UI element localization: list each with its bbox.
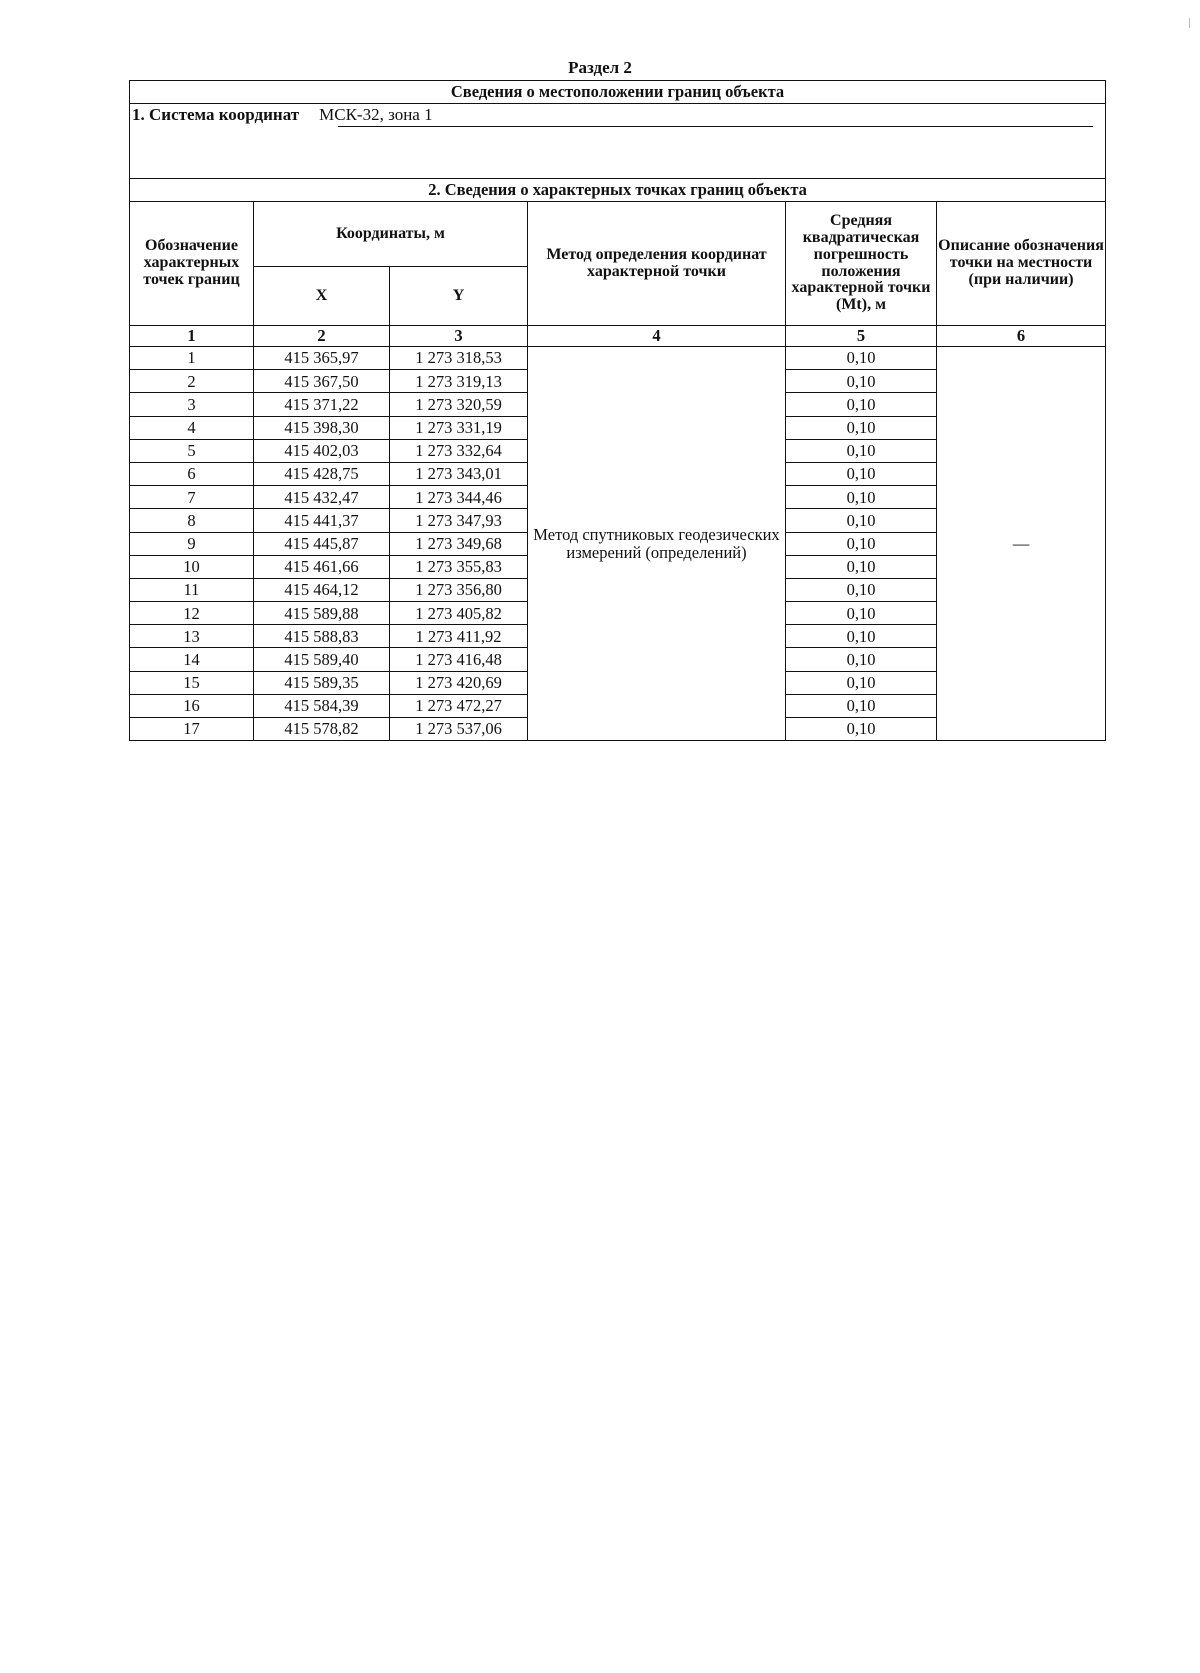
y-coordinate-cell: 1 273 320,59 [390,393,528,416]
y-coordinate-cell: 1 273 331,19 [390,416,528,439]
y-coordinate-cell: 1 273 347,93 [390,509,528,532]
mt-cell: 0,10 [786,462,937,485]
y-coordinate-cell: 1 273 472,27 [390,694,528,717]
y-coordinate-cell: 1 273 343,01 [390,462,528,485]
scan-mark [1189,18,1190,28]
method-cell: Метод спутниковых геодезических измерений (определений) [528,347,786,741]
y-coordinate-cell: 1 273 420,69 [390,671,528,694]
x-coordinate-cell: 415 432,47 [254,486,390,509]
mt-cell: 0,10 [786,439,937,462]
x-coordinate-cell: 415 589,35 [254,671,390,694]
x-coordinate-cell: 415 464,12 [254,578,390,601]
column-number: 1 [130,326,254,347]
point-number-cell: 5 [130,439,254,462]
header-description: Описание обозначения точки на местности (при наличии) [937,202,1106,326]
point-number-cell: 13 [130,625,254,648]
x-coordinate-cell: 415 367,50 [254,370,390,393]
point-number-cell: 3 [130,393,254,416]
column-number: 5 [786,326,937,347]
mt-cell: 0,10 [786,718,937,741]
mt-cell: 0,10 [786,555,937,578]
points-title: 2. Сведения о характерных точках границ объекта [130,179,1106,202]
point-number-cell: 8 [130,509,254,532]
header-x: X [254,267,390,326]
header-y: Y [390,267,528,326]
x-coordinate-cell: 415 445,87 [254,532,390,555]
x-coordinate-cell: 415 371,22 [254,393,390,416]
x-coordinate-cell: 415 365,97 [254,347,390,370]
y-coordinate-cell: 1 273 319,13 [390,370,528,393]
coord-system-value: МСК-32, зона 1 [319,105,433,124]
x-coordinate-cell: 415 441,37 [254,509,390,532]
mt-cell: 0,10 [786,602,937,625]
coord-system-row [130,104,1106,179]
mt-cell: 0,10 [786,694,937,717]
mt-cell: 0,10 [786,416,937,439]
x-coordinate-cell: 415 589,40 [254,648,390,671]
point-number-cell: 10 [130,555,254,578]
mt-cell: 0,10 [786,532,937,555]
y-coordinate-cell: 1 273 332,64 [390,439,528,462]
table-row [130,347,1106,370]
y-coordinate-cell: 1 273 355,83 [390,555,528,578]
point-number-cell: 11 [130,578,254,601]
point-number-cell: 9 [130,532,254,555]
section-title: Раздел 2 [568,58,632,77]
mt-cell: 0,10 [786,486,937,509]
column-number: 6 [937,326,1106,347]
column-numbers-row [130,326,1106,347]
point-number-cell: 1 [130,347,254,370]
mt-cell: 0,10 [786,578,937,601]
x-coordinate-cell: 415 428,75 [254,462,390,485]
mt-cell: 0,10 [786,648,937,671]
header-mt: Средняя квадратическая погрешность положения характерной точки (Mt), м [786,202,937,326]
mt-cell: 0,10 [786,347,937,370]
point-number-cell: 12 [130,602,254,625]
y-coordinate-cell: 1 273 411,92 [390,625,528,648]
point-number-cell: 7 [130,486,254,509]
block-title: Сведения о местоположении границ объекта [130,81,1106,104]
point-number-cell: 16 [130,694,254,717]
y-coordinate-cell: 1 273 405,82 [390,602,528,625]
column-number: 3 [390,326,528,347]
x-coordinate-cell: 415 589,88 [254,602,390,625]
point-number-cell: 15 [130,671,254,694]
boundary-points-table [129,80,1106,741]
mt-cell: 0,10 [786,370,937,393]
coord-system-label: 1. Система координат [132,105,300,124]
y-coordinate-cell: 1 273 349,68 [390,532,528,555]
point-number-cell: 14 [130,648,254,671]
x-coordinate-cell: 415 398,30 [254,416,390,439]
y-coordinate-cell: 1 273 356,80 [390,578,528,601]
mt-cell: 0,10 [786,625,937,648]
point-number-cell: 6 [130,462,254,485]
mt-cell: 0,10 [786,393,937,416]
y-coordinate-cell: 1 273 344,46 [390,486,528,509]
y-coordinate-cell: 1 273 416,48 [390,648,528,671]
point-number-cell: 2 [130,370,254,393]
column-number: 4 [528,326,786,347]
x-coordinate-cell: 415 584,39 [254,694,390,717]
x-coordinate-cell: 415 402,03 [254,439,390,462]
header-method: Метод определения координат характерной точки [528,202,786,326]
mt-cell: 0,10 [786,671,937,694]
x-coordinate-cell: 415 578,82 [254,718,390,741]
point-number-cell: 17 [130,718,254,741]
column-number: 2 [254,326,390,347]
header-point-designation: Обозначение характерных точек границ [130,202,254,326]
y-coordinate-cell: 1 273 537,06 [390,718,528,741]
y-coordinate-cell: 1 273 318,53 [390,347,528,370]
coord-system-underline [338,126,1093,127]
x-coordinate-cell: 415 461,66 [254,555,390,578]
description-cell: — [937,347,1106,741]
point-number-cell: 4 [130,416,254,439]
header-coordinates: Координаты, м [254,202,528,267]
x-coordinate-cell: 415 588,83 [254,625,390,648]
mt-cell: 0,10 [786,509,937,532]
